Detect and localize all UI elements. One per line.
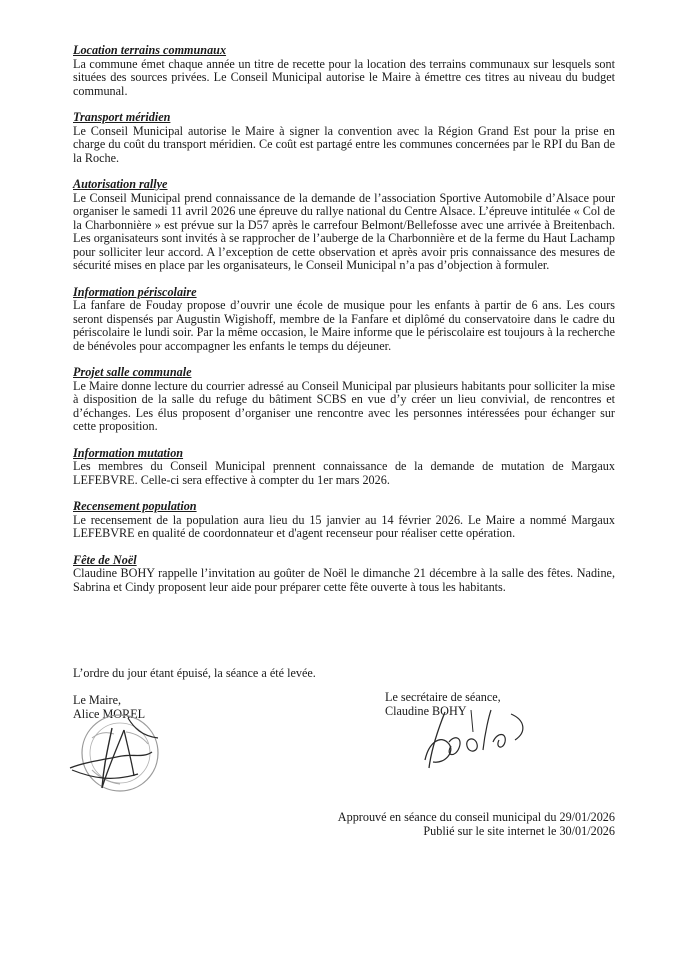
secretary-role: Le secrétaire de séance, (385, 690, 501, 704)
mairie-stamp-signature-icon (62, 708, 172, 798)
secretary-signature-icon (415, 702, 535, 772)
section-heading: Projet salle communale (73, 365, 192, 379)
secretary-name: Claudine BOHY (385, 703, 467, 718)
section-fete-noel (73, 554, 615, 595)
section-text: La fanfare de Fouday propose d’ouvrir une école de musique pour les enfants à partir de 6 ans. Les cours seront dispensés par Augustin Wigishoff, membre de la Fanfare et diplômé du conservatoire dans le cadre du périscolaire le lundi soir. Par la même occasion, le Maire informe que le périscolaire est toujours à la recherche de bénévoles pour accompagner les enfants le temps du déjeuner. (73, 298, 615, 353)
section-heading: Recensement population (73, 499, 197, 513)
section-text: Le recensement de la population aura lieu du 15 janvier au 14 février 2026. Le Maire a nommé Margaux LEFEBVRE en qualité de coordonnateur et d'agent recenseur pour réaliser cette opération. (73, 512, 615, 540)
minutes-body (73, 44, 615, 607)
section-recensement (73, 500, 615, 541)
publication-date: Publié sur le site internet le 30/01/2026 (423, 824, 615, 838)
section-heading: Information mutation (73, 445, 184, 460)
closing-statement: L’ordre du jour étant épuisé, la séance a été levée. (73, 666, 316, 680)
section-periscolaire (73, 286, 615, 354)
approval-block (338, 810, 615, 838)
mayor-name: Alice MOREL (73, 706, 146, 721)
section-heading: Information périscolaire (73, 284, 197, 299)
section-heading: Location terrains communaux (73, 43, 227, 57)
section-mutation (73, 447, 615, 488)
section-text: Le Maire donne lecture du courrier adressé au Conseil Municipal par plusieurs habitants pour solliciter la mise à disposition de la salle du refuge du bâtiment SCBS en vue d’y créer un lieu convivial, de rencontres et d’échanges. Les élus proposent d’organiser une rencontre avec les personnes intéressées pour échanger sur cette proposition. (73, 378, 615, 433)
section-text: Le Conseil Municipal prend connaissance de la demande de l’association Sportive Automobile d’Alsace pour organiser le samedi 11 avril 2026 une épreuve du rallye national du Centre Alsace. L’épreuve intitulée « Col de la Charbonnière » est prévue sur la D57 après le carrefour Belmont/Bellefosse avec une arrivée à Breitenbach. Les organisateurs sont invités à se rapprocher de l’auberge de la Charbonnière et de la ferme du Haut Lachamp pour solliciter leur accord. A l’exception de cette observation et après avoir pris connaissance des mesures de sécurité mises en place par les organisateurs, le Conseil Municipal n’a pas d’objection à formuler. (73, 190, 615, 272)
section-salle-communale (73, 366, 615, 434)
section-text: Les membres du Conseil Municipal prennent connaissance de la demande de mutation de Margaux LEFEBVRE. Celle-ci sera effective à compter du 1er mars 2026. (73, 459, 615, 487)
approval-date: Approuvé en séance du conseil municipal du 29/01/2026 (337, 810, 615, 824)
section-heading: Transport méridien (73, 110, 171, 124)
section-rallye (73, 178, 615, 273)
section-text: La commune émet chaque année un titre de recette pour la location des terrains communaux sur lesquels sont situées des sources privées. Le Conseil Municipal autorise le Maire à émettre ces titres au niveau du budget communal. (73, 56, 615, 98)
mayor-role: Le Maire, (73, 693, 122, 707)
section-heading: Fête de Noël (73, 552, 137, 567)
section-location-terrains (73, 44, 615, 98)
section-text: Claudine BOHY rappelle l’invitation au goûter de Noël le dimanche 21 décembre à la salle des fêtes. Nadine, Sabrina et Cindy proposent leur aide pour préparer cette fête ouverte à tous les habitants. (73, 566, 615, 594)
section-text: Le Conseil Municipal autorise le Maire à signer la convention avec la Région Grand Est pour la prise en charge du coût du transport méridien. Ce coût est partagé entre les communes concernées par le RPI du Ban de la Roche. (73, 123, 615, 165)
section-transport (73, 111, 615, 165)
section-heading: Autorisation rallye (73, 177, 168, 191)
